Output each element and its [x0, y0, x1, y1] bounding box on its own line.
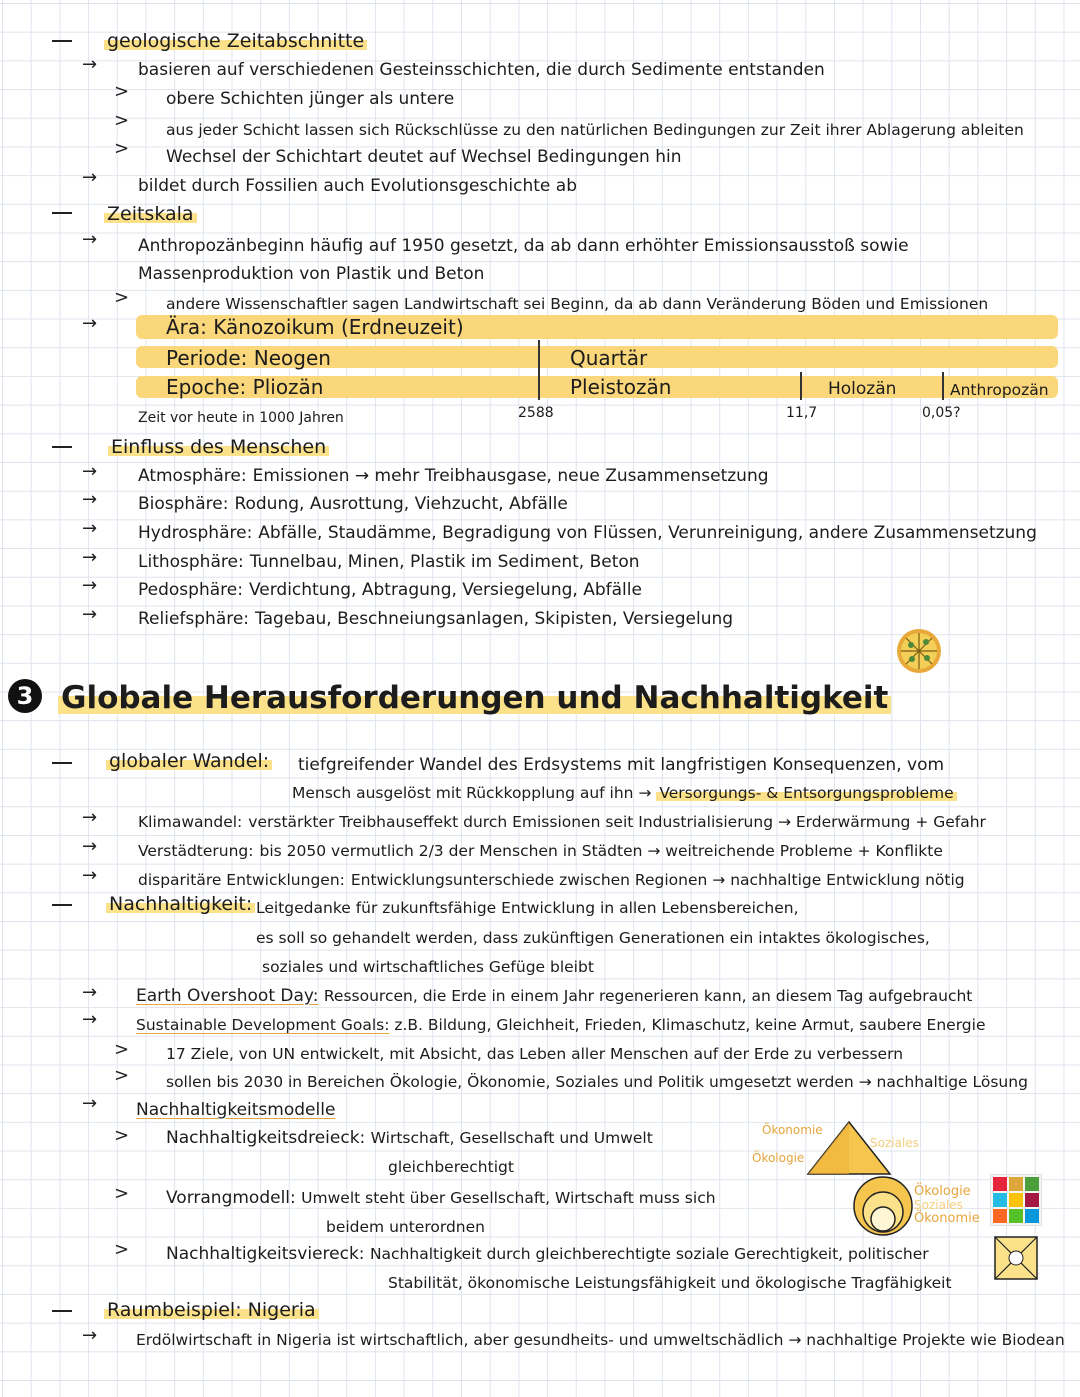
wandel-desc: bis 2050 vermutlich 2/3 der Menschen in Städten → weitreichende Probleme + Konflikte [259, 842, 943, 860]
term-sdg: Sustainable Development Goals: [136, 1016, 390, 1034]
bullet-dash [52, 1310, 72, 1312]
text-line: beidem unterordnen [326, 1218, 485, 1236]
sphere-impact: Verdichtung, Abtragung, Versiegelung, Abfälle [248, 580, 642, 600]
text-span: Umwelt steht über Gesellschaft, Wirtschaft muss sich [301, 1189, 716, 1207]
heading-modelle [136, 1100, 335, 1120]
text-line: andere Wissenschaftler sagen Landwirtschaft sei Beginn, da ab dann Veränderung Böden und Emissionen [166, 295, 989, 313]
term: Vorrangmodell: [166, 1188, 296, 1208]
triangle-label-oekologie: Ökologie [752, 1151, 805, 1165]
arrow-icon: → [82, 489, 98, 510]
text-line: es soll so gehandelt werden, dass zukünftigen Generationen ein intaktes ökologisches, [256, 929, 930, 947]
chevron-icon: > [114, 1039, 130, 1060]
arrow-icon: → [82, 807, 98, 828]
wandel-term: Klimawandel: [138, 813, 243, 831]
timeline-period-quartaer: Quartär [570, 346, 648, 370]
arrow-icon: → [82, 575, 98, 596]
arrow-icon: → [82, 313, 98, 334]
arrow-icon: → [82, 518, 98, 539]
arrow-icon: → [82, 982, 98, 1003]
arrow-icon: → [82, 461, 98, 482]
wandel-term: disparitäre Entwicklungen: [138, 871, 345, 889]
arrow-icon: → [82, 229, 98, 250]
text-span: Nachhaltigkeitsmodelle [136, 1100, 336, 1120]
chevron-icon: > [114, 110, 130, 131]
chevron-icon: > [114, 138, 130, 159]
chevron-icon: > [114, 1183, 130, 1204]
arrow-icon: → [82, 836, 98, 857]
text-line [166, 1128, 653, 1148]
bullet-dash [52, 40, 72, 42]
text-line [292, 783, 957, 803]
wandel-desc: Entwicklungsunterschiede zwischen Regionen → nachhaltige Entwicklung nötig [350, 871, 965, 889]
text-line: 17 Ziele, von UN entwickelt, mit Absicht, das Leben aller Menschen auf der Erde zu verbessern [166, 1045, 904, 1063]
sphere-impact: Abfälle, Staudämme, Begradigung von Flüssen, Verunreinigung, andere Zusammensetzung [258, 523, 1037, 543]
section-number-badge: 3 [8, 679, 42, 713]
text-line: Leitgedanke für zukunftsfähige Entwicklung in allen Lebensbereichen, [256, 899, 799, 917]
sphere-impact: Emissionen → mehr Treibhausgase, neue Zusammensetzung [252, 466, 769, 486]
arrow-icon: → [82, 604, 98, 625]
text-line: aus jeder Schicht lassen sich Rückschlüsse zu den natürlichen Bedingungen zur Zeit ihrer Ablagerung ableiten [166, 121, 1024, 139]
text-line: Stabilität, ökonomische Leistungsfähigkeit und ökologische Tragfähigkeit [388, 1274, 952, 1292]
sphere-name: Hydrosphäre: [138, 523, 253, 543]
chevron-icon: > [114, 1239, 130, 1260]
circle-label-soziales: Soziales [914, 1198, 963, 1212]
sphere-impact: Rodung, Ausrottung, Viehzucht, Abfälle [234, 494, 568, 514]
text-line: bildet durch Fossilien auch Evolutionsgeschichte ab [138, 176, 578, 196]
text-line: sollen bis 2030 in Bereichen Ökologie, Ökonomie, Soziales und Politik umgesetzt werden → nachhaltige Lösung [166, 1073, 1028, 1091]
sphere-impact: Tagebau, Beschneiungsanlagen, Skipisten, Versiegelung [255, 609, 734, 629]
text-span: Wirtschaft, Gesellschaft und Umwelt [370, 1129, 653, 1147]
arrow-icon: → [82, 1325, 98, 1346]
text-line [166, 1244, 929, 1264]
sphere-item [138, 552, 640, 572]
chevron-icon: > [114, 287, 130, 308]
section-title-text: Globale Herausforderungen und Nachhaltigkeit [58, 680, 891, 716]
text-line [166, 1188, 716, 1208]
arrow-icon: → [82, 547, 98, 568]
timeline-divider [800, 372, 802, 400]
arrow-icon: → [82, 1009, 98, 1030]
text-span: Mensch ausgelöst mit Rückkopplung auf ihn → [292, 784, 652, 802]
text-line: basieren auf verschiedenen Gesteinsschichten, die durch Sedimente entstanden [138, 60, 825, 80]
text-line: Erdölwirtschaft in Nigeria ist wirtschaftlich, aber gesundheits- und umweltschädlich → nachhaltige Projekte wie Biodean [136, 1331, 1065, 1349]
wandel-item [138, 812, 986, 832]
sphere-impact: Tunnelbau, Minen, Plastik im Sediment, Beton [249, 552, 640, 572]
circle-label-oekologie: Ökologie [914, 1184, 971, 1199]
arrow-icon: → [82, 1093, 98, 1114]
heading-einfluss-des-menschen: Einfluss des Menschen [108, 437, 329, 457]
chevron-icon: > [114, 81, 130, 102]
timeline-epoch-holozaen: Holozän [828, 379, 897, 399]
timeline-epoch-pleistozaen: Pleistozän [570, 375, 672, 399]
wandel-term: Verstädterung: [138, 842, 254, 860]
timeline-epoch-anthropozaen: Anthropozän [950, 381, 1049, 399]
square-model-icon [994, 1236, 1038, 1280]
bullet-dash [52, 904, 72, 906]
chevron-icon: > [114, 1065, 130, 1086]
text-line: obere Schichten jünger als untere [166, 89, 455, 109]
term: Nachhaltigkeitsviereck: [166, 1244, 365, 1264]
sdg-grid-icon [990, 1174, 1042, 1226]
sphere-name: Pedosphäre: [138, 580, 243, 600]
timeline-tick: 0,05? [922, 405, 961, 421]
timeline-tick: 11,7 [786, 405, 818, 421]
text-span: Ressourcen, die Erde in einem Jahr regenerieren kann, an diesem Tag aufgebraucht [323, 987, 973, 1005]
term-globaler-wandel: globaler Wandel: [106, 751, 272, 771]
text-line: Wechsel der Schichtart deutet auf Wechsel Bedingungen hin [166, 147, 682, 167]
bullet-dash [52, 762, 72, 764]
chevron-icon: > [114, 1125, 130, 1146]
text-line: Massenproduktion von Plastik und Beton [138, 264, 485, 284]
text-highlight: Versorgungs- & Entsorgungsprobleme [656, 784, 956, 802]
timeline-axis-label: Zeit vor heute in 1000 Jahren [138, 410, 344, 426]
sphere-name: Biosphäre: [138, 494, 229, 514]
sphere-item [138, 523, 1037, 543]
timeline-epoch-pliozaen: Epoche: Pliozän [166, 375, 324, 399]
text-line: Anthropozänbeginn häufig auf 1950 gesetzt, da ab dann erhöhter Emissionsausstoß sowie [138, 236, 909, 256]
arrow-icon: → [82, 54, 98, 75]
timeline-tick: 2588 [518, 405, 554, 421]
bullet-dash [52, 212, 72, 214]
text-span: Nachhaltigkeit durch gleichberechtigte soziale Gerechtigkeit, politischer [369, 1245, 929, 1263]
sphere-name: Atmosphäre: [138, 466, 247, 486]
sun-sticker-icon [896, 628, 942, 674]
circle-label-oekonomie: Ökonomie [914, 1211, 980, 1226]
section-heading [8, 676, 891, 720]
term: Nachhaltigkeitsdreieck: [166, 1128, 366, 1148]
sphere-item [138, 609, 733, 629]
text-line: gleichberechtigt [388, 1158, 514, 1176]
nested-circles-icon [852, 1176, 914, 1236]
arrow-icon: → [82, 865, 98, 886]
sphere-item [138, 466, 769, 486]
arrow-icon: → [82, 167, 98, 188]
heading-zeitskala: Zeitskala [104, 204, 197, 224]
text-line [136, 986, 972, 1006]
text-line [136, 1015, 986, 1035]
timeline-divider [942, 372, 944, 400]
triangle-label-oekonomie: Ökonomie [762, 1123, 823, 1137]
wandel-item [138, 841, 943, 861]
wandel-item [138, 870, 965, 890]
text-line: soziales und wirtschaftliches Gefüge bleibt [262, 958, 594, 976]
heading-raumbeispiel-nigeria: Raumbeispiel: Nigeria [104, 1300, 319, 1320]
sphere-item [138, 494, 568, 514]
timeline-era-label: Ära: Känozoikum (Erdneuzeit) [166, 315, 464, 339]
bullet-dash [52, 446, 72, 448]
timeline-period-neogen: Periode: Neogen [166, 346, 331, 370]
text-line: tiefgreifender Wandel des Erdsystems mit langfristigen Konsequenzen, vom [298, 755, 945, 775]
heading-geologische-zeitabschnitte: geologische Zeitabschnitte [104, 31, 367, 51]
sphere-item [138, 580, 642, 600]
term-nachhaltigkeit: Nachhaltigkeit: [106, 894, 255, 914]
triangle-label-soziales: Soziales [870, 1136, 919, 1150]
wandel-desc: verstärkter Treibhauseffekt durch Emissionen seit Industrialisierung → Erderwärmung + Gefahr [248, 813, 986, 831]
timeline-divider [538, 340, 540, 400]
term-earth-overshoot-day: Earth Overshoot Day: [136, 986, 319, 1006]
sphere-name: Reliefsphäre: [138, 609, 250, 629]
text-span: z.B. Bildung, Gleichheit, Frieden, Klimaschutz, keine Armut, saubere Energie [394, 1016, 986, 1034]
sphere-name: Lithosphäre: [138, 552, 244, 572]
